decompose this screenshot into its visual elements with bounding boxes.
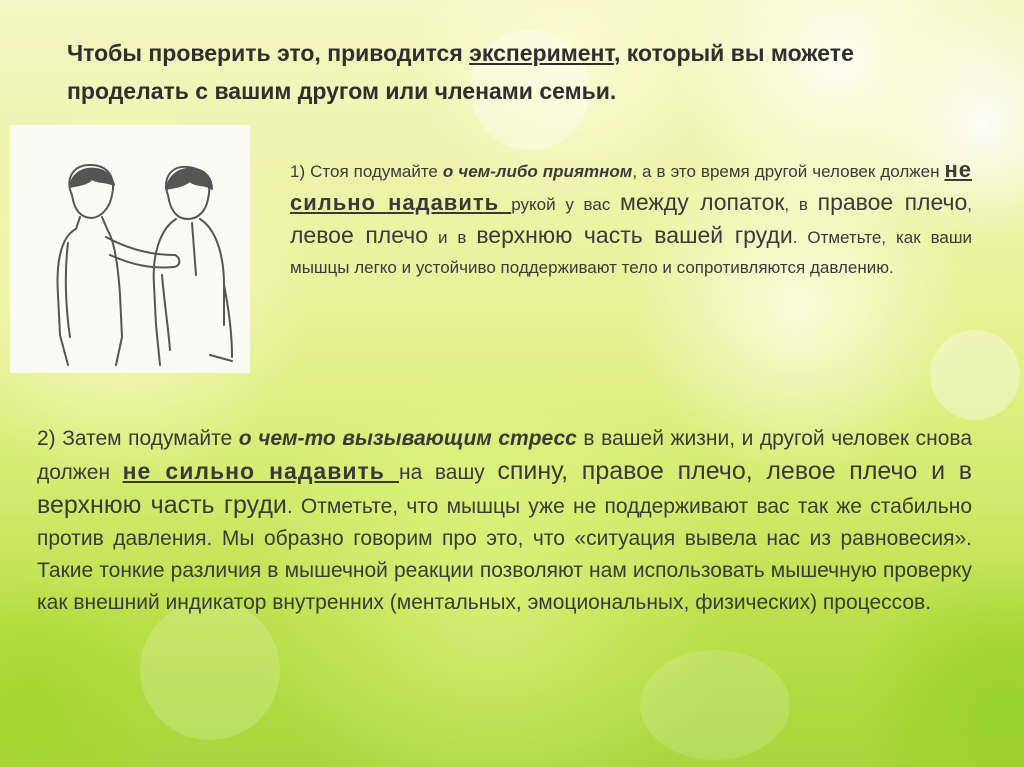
bokeh-light <box>640 650 790 760</box>
step-one-emphasis: о чем-либо приятном <box>442 162 633 181</box>
step-two-press-phrase: не сильно надавить <box>122 458 400 484</box>
experiment-illustration <box>10 125 250 373</box>
slide-title: Чтобы проверить это, приводится эксперимент, который вы можете проделать с вашим другом или членами семьи. <box>67 40 854 104</box>
two-people-sketch <box>10 125 250 373</box>
point-left-shoulder: левое плечо <box>290 222 429 248</box>
step-two-emphasis: о чем-то вызывающим стресс <box>238 427 577 450</box>
step-two-text: 2) Затем подумайте о чем-то вызывающим стресс в вашей жизни, и другой человек снова должен не сильно надавить на вашу спину, правое плечо, левое плечо и в верхнюю часть груди. Отметьте, что мышцы уже не поддерживают вас так же стабильно против давления. Мы образно говорим про это, что «ситуация вывела нас из равновесия». Такие тонкие различия в мышечной реакции позволяют нам использовать мышечную проверку как внешний индикатор внутренних (ментальных, эмоциональных, физических) процессов. <box>37 427 973 614</box>
point-upper-chest: верхнюю часть вашей груди <box>476 222 793 248</box>
bokeh-light <box>140 600 280 740</box>
point-right-shoulder: правое плечо <box>817 189 968 215</box>
point-between-shoulders: между лопаток <box>620 189 785 215</box>
step-one-press-phrase: не сильно надавить <box>290 157 972 215</box>
step-one-text: 1) Стоя подумайте о чем-либо приятном, а в это время другой человек должен не сильно надавить рукой у вас между лопаток, в правое плечо, левое плечо и в верхнюю часть вашей груди. Отметьте, как ваши мышцы легко и устойчиво поддерживают тело и сопротивляются давлению. <box>290 157 973 277</box>
title-underlined-word: эксперимент <box>469 40 614 66</box>
bokeh-light <box>930 330 1020 420</box>
step-two-body-points: спину, правое плечо, левое плечо и в верхнюю часть груди <box>37 457 973 519</box>
